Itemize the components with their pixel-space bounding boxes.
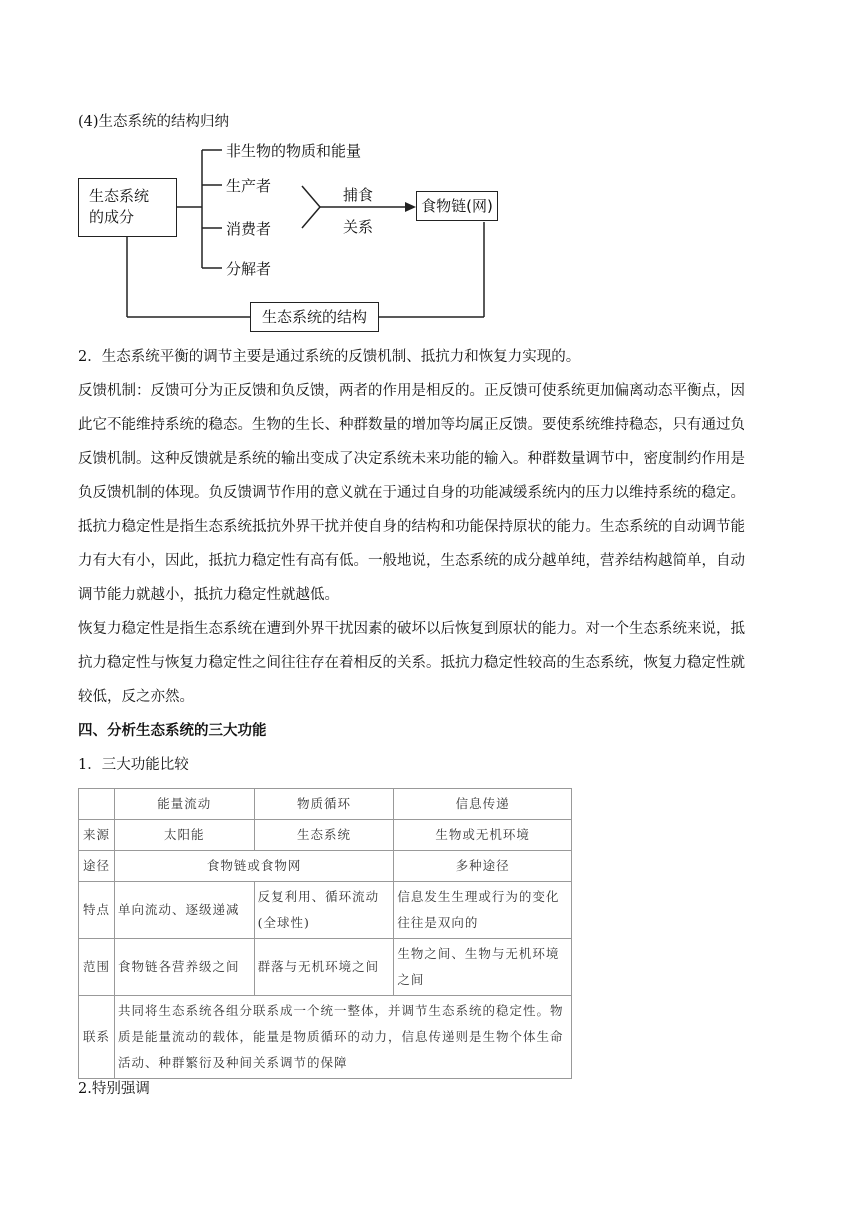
table-cell: 共同将生态系统各组分联系成一个统一整体，并调节生态系统的稳定性。物质是能量流动的载体，能量是物质循环的动力，信息传递则是生物个体生命活动、种群繁衍及种间关系调节的保障: [114, 996, 571, 1079]
table-cell: 生态系统: [254, 820, 394, 851]
table-header-cell: 信息传递: [394, 789, 572, 820]
ecosystem-components-box: [78, 178, 177, 237]
feedback-line-4: 负反馈机制的体现。负反馈调节作用的意义就在于通过自身的功能减缓系统内的压力以维持系统的稳定。: [78, 485, 745, 501]
table-cell: 多种途径: [394, 851, 572, 882]
resistance-line-3: 调节能力就越小，抵抗力稳定性就越低。: [78, 587, 339, 603]
ecosystem-structure-label: 生态系统的结构: [261, 308, 367, 326]
resistance-line-1: 抵抗力稳定性是指生态系统抵抗外界干扰并使自身的结构和功能保持原状的能力。生态系统的自动调节能: [78, 519, 745, 535]
food-chain-label: 食物链(网): [421, 197, 493, 215]
sub2-heading: 2.特别强调: [78, 1081, 150, 1097]
functions-comparison-table: [78, 788, 572, 1079]
table-cell: 食物链各营养级之间: [114, 939, 254, 996]
table-cell: 反复利用、循环流动(全球性): [254, 882, 394, 939]
table-row: [79, 789, 572, 820]
table-cell: 生物或无机环境: [394, 820, 572, 851]
component-abiotic: 非生物的物质和能量: [226, 142, 362, 160]
ecosystem-structure-box: [250, 302, 379, 332]
components-box-line-1: 生态系统: [89, 187, 150, 205]
table-row: [79, 820, 572, 851]
section4-heading: 四、分析生态系统的三大功能: [78, 722, 267, 739]
table-cell: 生物之间、生物与无机环境之间: [394, 939, 572, 996]
food-chain-box: [416, 191, 498, 221]
table-row: [79, 939, 572, 996]
sub1-heading: 1．三大功能比较: [78, 757, 189, 773]
components-box-line-2: 的成分: [89, 208, 135, 226]
row-label-feature: 特点: [79, 882, 115, 939]
row-label-source: 来源: [79, 820, 115, 851]
feedback-line-2: 此它不能维持系统的稳态。生物的生长、种群数量的增加等均属正反馈。要使系统维持稳态，只有通过负: [78, 417, 745, 433]
table-cell: 太阳能: [114, 820, 254, 851]
component-decomposer: 分解者: [226, 260, 272, 278]
structure-diagram: [0, 0, 860, 340]
feedback-line-3: 反馈机制。这种反馈就是系统的输出变成了决定系统未来功能的输入。种群数量调节中，密度制约作用是: [78, 451, 745, 467]
table-header-cell: [79, 789, 115, 820]
component-consumer: 消费者: [226, 220, 272, 238]
row-label-scope: 范围: [79, 939, 115, 996]
arrow-label-top: 捕食: [343, 186, 374, 204]
resistance-line-2: 力有大有小，因此，抵抗力稳定性有高有低。一般地说，生态系统的成分越单纯，营养结构越简单，自动: [78, 553, 745, 569]
row-label-relation: 联系: [79, 996, 115, 1079]
table-cell: 单向流动、逐级递减: [114, 882, 254, 939]
resilience-line-1: 恢复力稳定性是指生态系统在遭到外界干扰因素的破坏以后恢复到原状的能力。对一个生态系统来说，抵: [78, 621, 745, 637]
table-cell: 信息发生生理或行为的变化往往是双向的: [394, 882, 572, 939]
table-cell: 群落与无机环境之间: [254, 939, 394, 996]
para2-title: 2．生态系统平衡的调节主要是通过系统的反馈机制、抵抗力和恢复力实现的。: [78, 349, 581, 365]
row-label-route: 途径: [79, 851, 115, 882]
table-header-cell: 能量流动: [114, 789, 254, 820]
table-row: [79, 851, 572, 882]
table-row: [79, 882, 572, 939]
feedback-line-1: 反馈机制：反馈可分为正反馈和负反馈，两者的作用是相反的。正反馈可使系统更加偏离动态平衡点，因: [78, 383, 745, 399]
resilience-line-3: 较低，反之亦然。: [78, 689, 194, 705]
table-row: [79, 996, 572, 1079]
section-heading-4: (4)生态系统的结构归纳: [78, 114, 230, 130]
resilience-line-2: 抗力稳定性与恢复力稳定性之间往往存在着相反的关系。抵抗力稳定性较高的生态系统，恢复力稳定性就: [78, 655, 745, 671]
arrow-label-bottom: 关系: [343, 218, 374, 236]
component-producer: 生产者: [226, 177, 272, 195]
table-cell: 食物链或食物网: [114, 851, 393, 882]
table-header-cell: 物质循环: [254, 789, 394, 820]
